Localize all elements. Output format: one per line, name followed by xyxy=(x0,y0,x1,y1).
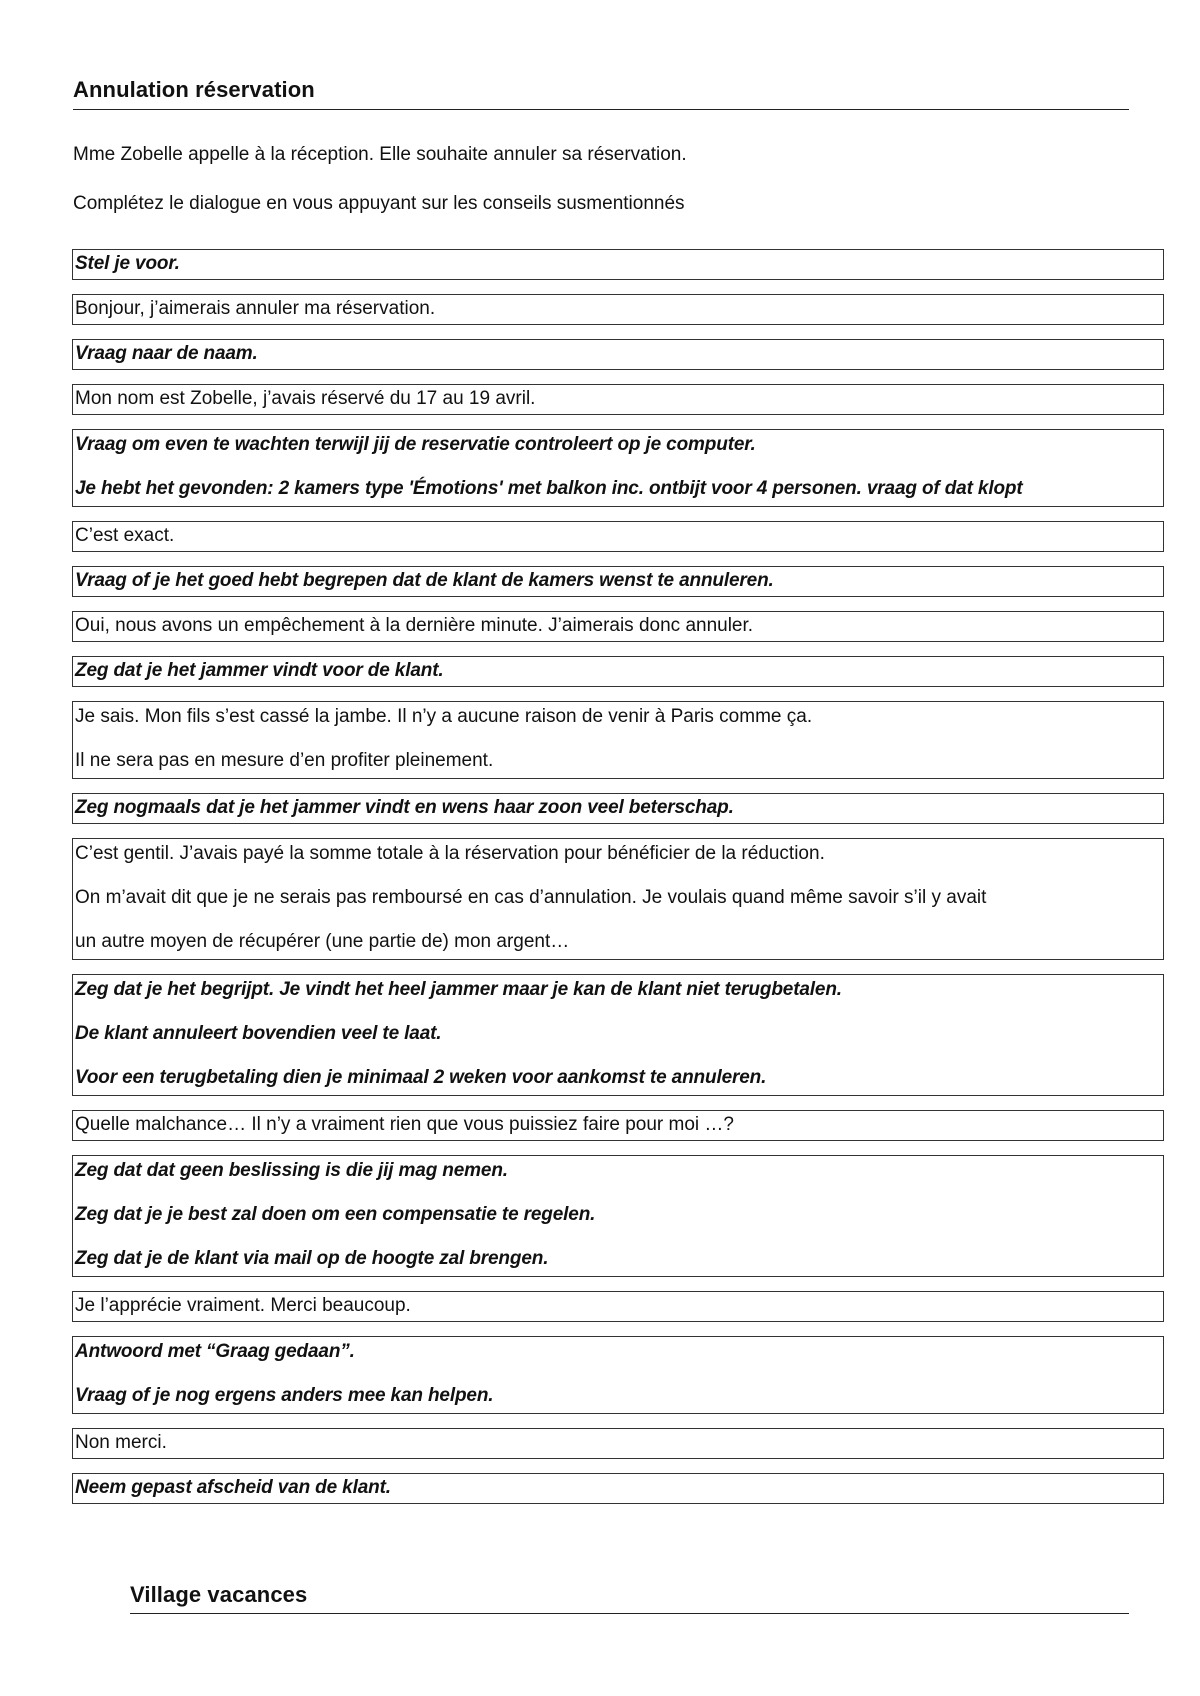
dialogue-table xyxy=(72,249,1164,1518)
instruction-line: Zeg dat je het jammer vindt voor de klant. xyxy=(75,660,444,681)
instruction-line: De klant annuleert bovendien veel te laat. xyxy=(75,1023,442,1044)
client-reply-box xyxy=(72,838,1164,960)
instruction-box xyxy=(72,1473,1164,1504)
client-reply-line: un autre moyen de récupérer (une partie de) mon argent… xyxy=(75,931,570,952)
client-reply-line: C’est gentil. J’avais payé la somme totale à la réservation pour bénéficier de la réduction. xyxy=(75,843,825,864)
instruction-line: Zeg dat je de klant via mail op de hoogte zal brengen. xyxy=(75,1248,549,1269)
instruction-box xyxy=(72,429,1164,507)
intro-text-2: Complétez le dialogue en vous appuyant sur les conseils susmentionnés xyxy=(73,193,685,214)
client-reply-line: Il ne sera pas en mesure d’en profiter pleinement. xyxy=(75,750,494,771)
client-reply-line: Oui, nous avons un empêchement à la dernière minute. J’aimerais donc annuler. xyxy=(75,615,754,636)
section-title-rule-2 xyxy=(130,1613,1129,1614)
instruction-line: Vraag of je het goed hebt begrepen dat de klant de kamers wenst te annuleren. xyxy=(75,570,774,591)
client-reply-box xyxy=(72,1110,1164,1141)
client-reply-box xyxy=(72,1291,1164,1322)
instruction-box xyxy=(72,566,1164,597)
instruction-line: Zeg dat je het begrijpt. Je vindt het heel jammer maar je kan de klant niet terugbetalen. xyxy=(75,979,842,1000)
client-reply-line: Non merci. xyxy=(75,1432,167,1453)
client-reply-line: Mon nom est Zobelle, j’avais réservé du 17 au 19 avril. xyxy=(75,388,536,409)
instruction-line: Stel je voor. xyxy=(75,253,180,274)
client-reply-box xyxy=(72,384,1164,415)
instruction-box xyxy=(72,1336,1164,1414)
client-reply-line: On m’avait dit que je ne serais pas remboursé en cas d’annulation. Je voulais quand même savoir s’il y avait xyxy=(75,887,987,908)
client-reply-line: C’est exact. xyxy=(75,525,175,546)
instruction-line: Voor een terugbetaling dien je minimaal 2 weken voor aankomst te annuleren. xyxy=(75,1067,767,1088)
instruction-box xyxy=(72,1155,1164,1277)
instruction-box xyxy=(72,974,1164,1096)
client-reply-box xyxy=(72,611,1164,642)
client-reply-line: Je sais. Mon fils s’est cassé la jambe. Il n’y a aucune raison de venir à Paris comme ça. xyxy=(75,706,813,727)
client-reply-box xyxy=(72,294,1164,325)
instruction-line: Vraag om even te wachten terwijl jij de reservatie controleert op je computer. xyxy=(75,434,756,455)
section-title-annulation: Annulation réservation xyxy=(73,77,315,102)
section-title-rule xyxy=(73,109,1129,110)
instruction-line: Zeg dat je je best zal doen om een compensatie te regelen. xyxy=(75,1204,596,1225)
instruction-box xyxy=(72,249,1164,280)
instruction-line: Je hebt het gevonden: 2 kamers type 'Émotions' met balkon inc. ontbijt voor 4 personen. vraag of dat klopt xyxy=(75,478,1023,499)
client-reply-box xyxy=(72,521,1164,552)
client-reply-box xyxy=(72,1428,1164,1459)
instruction-line: Zeg nogmaals dat je het jammer vindt en wens haar zoon veel beterschap. xyxy=(75,797,734,818)
instruction-box xyxy=(72,656,1164,687)
client-reply-line: Je l’apprécie vraiment. Merci beaucoup. xyxy=(75,1295,411,1316)
client-reply-line: Bonjour, j’aimerais annuler ma réservation. xyxy=(75,298,436,319)
instruction-box xyxy=(72,339,1164,370)
instruction-line: Neem gepast afscheid van de klant. xyxy=(75,1477,391,1498)
client-reply-box xyxy=(72,701,1164,779)
instruction-line: Vraag of je nog ergens anders mee kan helpen. xyxy=(75,1385,494,1406)
instruction-line: Vraag naar de naam. xyxy=(75,343,258,364)
client-reply-line: Quelle malchance… Il n’y a vraiment rien que vous puissiez faire pour moi …? xyxy=(75,1114,734,1135)
instruction-line: Antwoord met “Graag gedaan”. xyxy=(75,1341,355,1362)
instruction-box xyxy=(72,793,1164,824)
intro-text-1: Mme Zobelle appelle à la réception. Elle souhaite annuler sa réservation. xyxy=(73,144,687,165)
instruction-line: Zeg dat dat geen beslissing is die jij mag nemen. xyxy=(75,1160,508,1181)
section-title-village-vacances: Village vacances xyxy=(130,1582,308,1607)
